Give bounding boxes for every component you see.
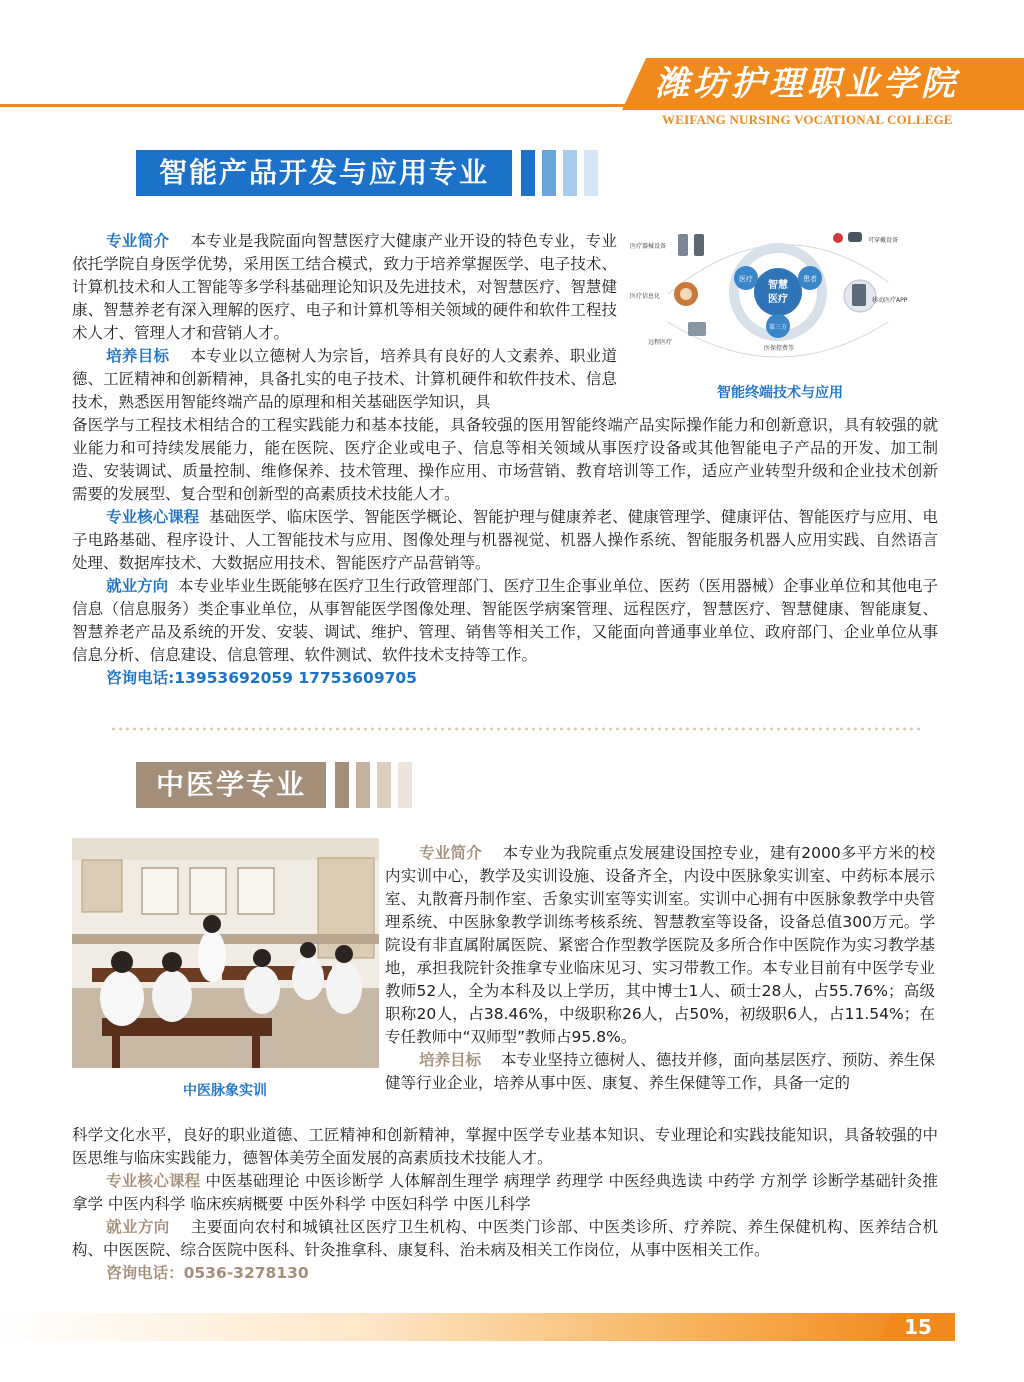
section1-job xyxy=(72,575,938,667)
title-deco-bar xyxy=(377,762,391,808)
center-text-2: 医疗 xyxy=(768,294,788,305)
core-label: 专业核心课程 xyxy=(106,508,200,526)
photo-caption: 中医脉象实训 xyxy=(183,1083,267,1099)
section1-core xyxy=(72,506,938,575)
college-name-cn: 潍坊护理职业学院 xyxy=(655,64,959,104)
wearable-icon xyxy=(833,233,843,243)
goal-label: 培养目标 xyxy=(106,347,170,365)
photo-desk-leg xyxy=(112,1036,120,1068)
core-text: 基础医学、临床医学、智能医学概论、智能护理与健康养老、健康管理学、健康评估、智能医疗与应用、电子电路基础、程序设计、人工智能技术与应用、图像处理与机器视觉、机器人操作系统、智能服务机器人应用实践、自然语言处理、数据库技术、大数据应用技术、智能医疗产品营销等。 xyxy=(72,508,938,572)
core-text: 中医基础理论 中医诊断学 人体解剖生理学 病理学 药理学 中医经典选读 中药学 方剂学 诊断学基础针灸推拿学 中医内科学 临床疾病概要 中医外科学 中医妇科学 中医儿科学 xyxy=(72,1172,938,1213)
photo-frame xyxy=(190,868,226,914)
diagram-center xyxy=(754,268,802,316)
center-text-1: 智慧 xyxy=(768,280,788,291)
job-label: 就业方向 xyxy=(106,577,169,595)
photo-student-head xyxy=(335,945,353,963)
section1-intro-block xyxy=(72,230,617,414)
header-rule xyxy=(0,104,640,107)
phone-number: 咨询电话:13953692059 17753609705 xyxy=(106,669,417,687)
title-deco-bar xyxy=(356,762,370,808)
phone-number: 咨询电话：0536-3278130 xyxy=(106,1264,309,1282)
label-remote: 远程医疗 xyxy=(648,339,673,346)
section1-phone xyxy=(72,667,938,690)
section1-goal-a xyxy=(72,345,617,414)
photo-frame xyxy=(142,868,178,914)
device-icon xyxy=(694,234,704,256)
figure-caption: 智能终端技术与应用 xyxy=(717,385,843,401)
title-deco-bar xyxy=(398,762,412,808)
section2-phone xyxy=(72,1262,938,1285)
job-label: 就业方向 xyxy=(106,1218,170,1236)
job-text: 主要面向农村和城镇社区医疗卫生机构、中医类门诊部、中医类诊所、疗养院、养生保健机构、医养结合机构、中医医院、综合医院中医科、针灸推拿科、康复科、治未病及相关工作岗位，从事中医相关工作。 xyxy=(72,1218,938,1259)
section1-title: 智能产品开发与应用专业 xyxy=(136,150,512,196)
node-third-label: 第三方 xyxy=(768,324,788,331)
photo-window xyxy=(82,860,122,912)
node-patient-label: 患者 xyxy=(803,275,817,283)
section2-intro-block xyxy=(385,842,935,1095)
title-deco-bar xyxy=(563,150,577,196)
intro-text: 本专业为我院重点发展建设国控专业，建有2000多平方米的校内实训中心，教学及实训设施、设备齐全，内设中医脉象实训室、中药标本展示室、丸散膏丹制作室、舌象实训室等实训室。实训中心拥有中医脉象教学中央管理系统、中医脉象教学训练考核系统、智慧教室等设备，设备总值300万元。学院设有非直属附属医院、紧密合作型教学医院及多所合作中医院作为实习教学基地，承担我院针灸推拿专业临床见习、实习带教工作。本专业目前有中医学专业教师52人，全为本科及以上学历，其中博士1人、硕士28人，占55.76%；高级职称20人，占38.46%，中级职称26人，占50%，初级职6人，占11.54%；在专任教师中“双师型”教师占95.8%。 xyxy=(385,844,935,1046)
photo-student-head xyxy=(253,949,271,967)
footer-band xyxy=(0,1313,920,1341)
photo-desk-leg xyxy=(252,1036,260,1068)
photo-teacher-head xyxy=(203,915,221,933)
section1-goal-b: 备医学与工程技术相结合的工程实践能力和基本技能，具备较强的医用智能终端产品实际操作能力和创新意识，具有较强的就业能力和可持续发展能力，能在医院、医疗企业或电子、信息等相关领域从事医疗设备或其他智能电子产品的开发、加工制造、安装调试、质量控制、维修保养、技术管理、操作应用、市场营销、教育培训等工作，适应产业转型升级和企业技术创新需要的发展型、复合型和创新型的高素质技术技能人才。 xyxy=(72,416,938,503)
label-app: 移动医疗APP xyxy=(872,297,908,304)
section2-goal-a xyxy=(385,1049,935,1095)
label-wearable: 可穿戴设备 xyxy=(868,237,899,244)
page-number: 15 xyxy=(904,1315,932,1339)
label-device: 医疗器械设备 xyxy=(630,243,667,250)
photo-student-head xyxy=(300,942,316,958)
section2-intro xyxy=(385,842,935,1049)
info-icon-inner xyxy=(680,288,692,300)
label-info: 医疗信息化 xyxy=(630,293,661,300)
section2-goal-b: 科学文化水平，良好的职业道德、工匠精神和创新精神，掌握中医学专业基本知识、专业理论和实践技能知识，具备较强的中医思维与临床实践能力，德智体美劳全面发展的高素质技术技能人才。 xyxy=(72,1126,938,1167)
intro-label: 专业简介 xyxy=(106,232,170,250)
title-deco-bar xyxy=(542,150,556,196)
wearable-icon xyxy=(848,232,862,242)
photo-student xyxy=(292,956,324,1000)
photo-teacher xyxy=(198,930,226,982)
goal-text: 本专业坚持立德树人、德技并修，面向基层医疗、预防、养生保健等行业企业，培养从事中医、康复、养生保健等工作，具备一定的 xyxy=(385,1051,935,1092)
college-name-en: WEIFANG NURSING VOCATIONAL COLLEGE xyxy=(662,112,953,127)
photo-student-head xyxy=(162,952,182,972)
photo-student xyxy=(326,962,362,1014)
section1-full-block xyxy=(72,414,938,690)
device-icon xyxy=(678,234,688,256)
photo-ceiling xyxy=(72,838,379,860)
section2-core xyxy=(72,1170,938,1216)
photo-student xyxy=(244,966,280,1014)
photo-student xyxy=(152,970,192,1022)
goal-label: 培养目标 xyxy=(419,1051,482,1069)
section-divider xyxy=(110,727,920,731)
photo-student xyxy=(100,970,144,1026)
intro-label: 专业简介 xyxy=(419,844,482,862)
tcm-training-photo xyxy=(72,838,379,1068)
photo-frame xyxy=(238,868,274,914)
section2-title: 中医学专业 xyxy=(136,762,326,808)
remote-icon xyxy=(688,322,706,336)
photo-student-head xyxy=(111,951,133,973)
label-insurance: 医保控费等 xyxy=(764,345,795,352)
title-deco-bar xyxy=(584,150,598,196)
section1-intro xyxy=(72,230,617,345)
intro-text: 本专业是我院面向智慧医疗大健康产业开设的特色专业，专业依托学院自身医学优势，采用医工结合模式，致力于培养掌握医学、电子技术、计算机技术和人工智能等多学科基础理论知识及先进技术，对智慧医疗、智慧健康、智慧养老有深入理解的医疗、电子和计算机等相关领域的硬件和软件工程技术人才、管理人才和营销人才。 xyxy=(72,232,617,342)
smart-medical-diagram xyxy=(628,222,938,372)
core-label: 专业核心课程 xyxy=(106,1172,201,1190)
phone-device-icon xyxy=(852,284,866,306)
title-deco-bar xyxy=(521,150,535,196)
node-medical-label: 医疗 xyxy=(739,275,753,283)
title-deco-bar xyxy=(335,762,349,808)
section2-job xyxy=(72,1216,938,1262)
photo-wall-panel xyxy=(72,934,379,944)
goal-text: 本专业以立德树人为宗旨，培养具有良好的人文素养、职业道德、工匠精神和创新精神，具备扎实的电子技术、计算机硬件和软件技术、信息技术，熟悉医用智能终端产品的原理和相关基础医学知识，具 xyxy=(72,347,617,411)
section2-full-block xyxy=(72,1124,938,1285)
job-text: 本专业毕业生既能够在医疗卫生行政管理部门、医疗卫生企事业单位、医药（医用器械）企事业单位和其他电子信息（信息服务）类企事业单位，从事智能医学图像处理、智能医学病案管理、远程医疗，智慧医疗、智慧健康、智能康复、智慧养老产品及系统的开发、安装、调试、维护、管理、销售等相关工作，又能面向普通事业单位、政府部门、企业单位从事信息分析、信息建设、信息管理、软件测试、软件技术支持等工作。 xyxy=(72,577,938,664)
